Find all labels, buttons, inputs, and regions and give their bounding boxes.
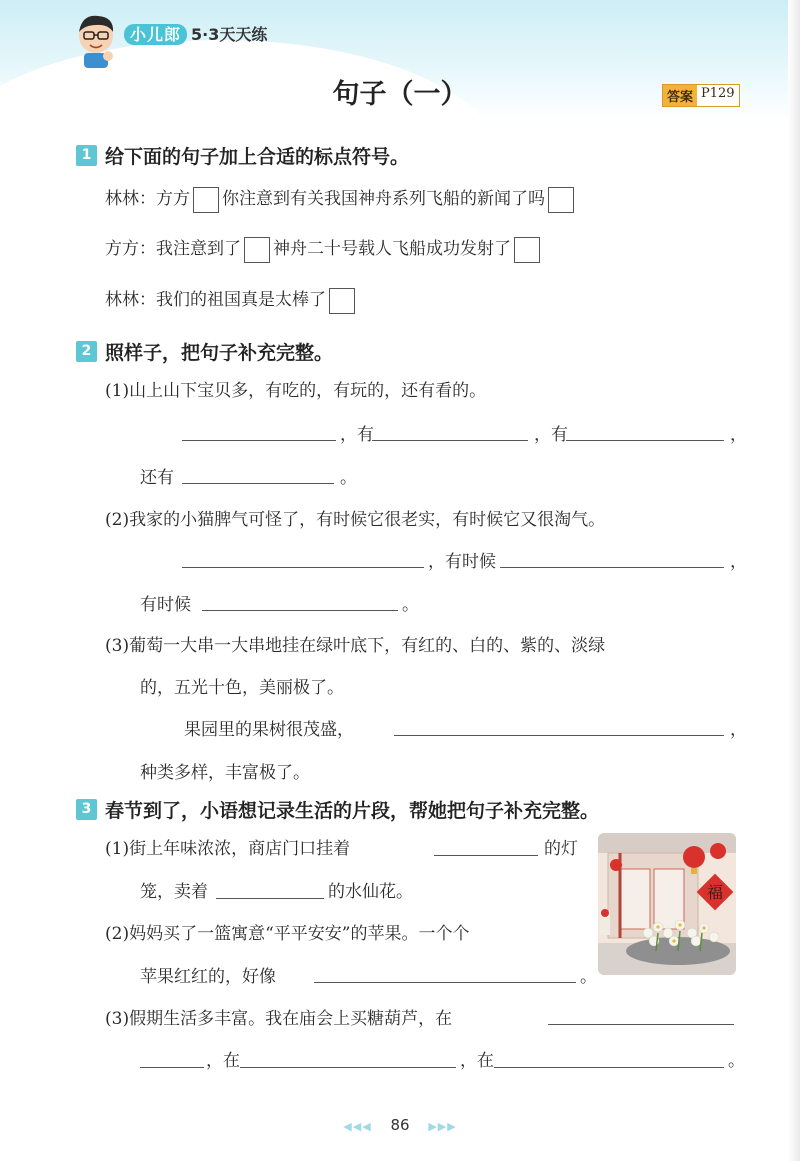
- blank-field[interactable]: [216, 898, 324, 899]
- mascot-icon: [70, 12, 122, 68]
- question-2-heading: [76, 338, 333, 365]
- blank-field[interactable]: [394, 735, 724, 736]
- page-title: 句子（一）: [332, 79, 468, 110]
- question-title: 给下面的句子加上合适的标点符号。: [105, 146, 410, 168]
- brand-logo: 小儿郎: [124, 24, 187, 45]
- q3-p1-cont: 笼，卖着: [140, 882, 208, 902]
- blank-field[interactable]: [548, 1024, 734, 1025]
- punctuation-box[interactable]: [244, 237, 270, 263]
- q3-p3-at-2: ，在: [460, 1051, 494, 1071]
- blank-field[interactable]: [494, 1067, 724, 1068]
- q1-line-3-text: 林林：我们的祖国真是太棒了: [105, 290, 326, 310]
- q2-s2-sometimes-2: 有时候: [140, 595, 191, 615]
- q2-s1-you-2: ，有: [534, 425, 568, 445]
- q2-example-3a: (3)葡萄一大串一大串地挂在绿叶底下，有红的、白的、紫的、淡绿: [105, 636, 606, 656]
- question-title: 照样子，把句子补充完整。: [105, 342, 334, 364]
- q3-p1-start: (1)街上年味浓浓，商店门口挂着: [105, 839, 351, 859]
- page-edge: [788, 0, 800, 1161]
- answer-label: 答案: [663, 85, 697, 106]
- page-number: 86: [390, 1116, 410, 1134]
- q2-example-3b: 的，五光十色，美丽极了。: [140, 678, 344, 698]
- page-footer: [0, 1116, 800, 1134]
- q1-line-2: [105, 234, 543, 263]
- q3-p2-cont: 苹果红红的，好像: [140, 967, 276, 987]
- q2-s2-comma: ，: [730, 552, 747, 572]
- q2-s2-period: 。: [402, 595, 419, 615]
- punctuation-box[interactable]: [514, 237, 540, 263]
- question-number: 1: [76, 145, 97, 166]
- blank-field[interactable]: [372, 440, 528, 441]
- q2-s1-you-1: ，有: [340, 425, 374, 445]
- q3-p3-at-1: ，在: [206, 1051, 240, 1071]
- q1-line-1: [105, 184, 577, 213]
- question-3-heading: [76, 796, 599, 823]
- q2-s2-sometimes: ，有时候: [428, 552, 496, 572]
- q3-p1-end: 的水仙花。: [328, 882, 413, 902]
- left-arrows-icon: ◀◀◀: [343, 1120, 372, 1133]
- q2-s3-tail: 种类多样，丰富极了。: [140, 763, 310, 783]
- blank-field[interactable]: [500, 567, 724, 568]
- q1-line-2-start: 方方：我注意到了: [105, 239, 241, 259]
- question-number: 3: [76, 799, 97, 820]
- q1-line-2-end: 神舟二十号载人飞船成功发射了: [273, 239, 511, 259]
- q2-s1-also: 还有: [140, 468, 174, 488]
- blank-field[interactable]: [140, 1067, 204, 1068]
- blank-field[interactable]: [566, 440, 724, 441]
- q3-p1-lantern: 的灯: [544, 839, 578, 859]
- question-number: 2: [76, 341, 97, 362]
- answer-tag: [662, 84, 740, 107]
- q3-p2-start: (2)妈妈买了一篮寓意“平平安安”的苹果。一个个: [105, 924, 470, 944]
- blank-field[interactable]: [182, 567, 424, 568]
- q2-s1-period: 。: [340, 468, 357, 488]
- blank-field[interactable]: [434, 855, 538, 856]
- right-arrows-icon: ▶▶▶: [428, 1120, 457, 1133]
- blank-field[interactable]: [240, 1067, 456, 1068]
- question-title: 春节到了，小语想记录生活的片段，帮她把句子补充完整。: [105, 800, 600, 822]
- q3-p3-period: 。: [728, 1051, 745, 1071]
- q2-s3-lead: 果园里的果树很茂盛，: [184, 720, 354, 740]
- question-1-heading: [76, 142, 409, 169]
- brand-series: 5·3天天练: [191, 25, 268, 44]
- q1-line-3: [105, 285, 358, 314]
- punctuation-box[interactable]: [548, 187, 574, 213]
- blank-field[interactable]: [182, 483, 334, 484]
- punctuation-box[interactable]: [329, 288, 355, 314]
- answer-page: P129: [697, 85, 739, 106]
- shopfront-narcissus-image: [598, 833, 736, 975]
- q3-p2-period: 。: [580, 967, 597, 987]
- blank-field[interactable]: [182, 440, 336, 441]
- q3-p3-start: (3)假期生活多丰富。我在庙会上买糖葫芦，在: [105, 1009, 453, 1029]
- brand: [124, 22, 267, 45]
- fu-character: 福: [706, 883, 724, 902]
- q2-s1-comma: ，: [730, 425, 747, 445]
- q2-s3-comma: ，: [730, 720, 747, 740]
- blank-field[interactable]: [202, 610, 398, 611]
- punctuation-box[interactable]: [193, 187, 219, 213]
- q1-line-1-start: 林林：方方: [105, 189, 190, 209]
- q1-line-1-end: 你注意到有关我国神舟系列飞船的新闻了吗: [222, 189, 545, 209]
- q2-example-2: (2)我家的小猫脾气可怪了，有时候它很老实，有时候它又很淘气。: [105, 510, 606, 530]
- q2-example-1: (1)山上山下宝贝多，有吃的，有玩的，还有看的。: [105, 381, 487, 401]
- blank-field[interactable]: [314, 982, 576, 983]
